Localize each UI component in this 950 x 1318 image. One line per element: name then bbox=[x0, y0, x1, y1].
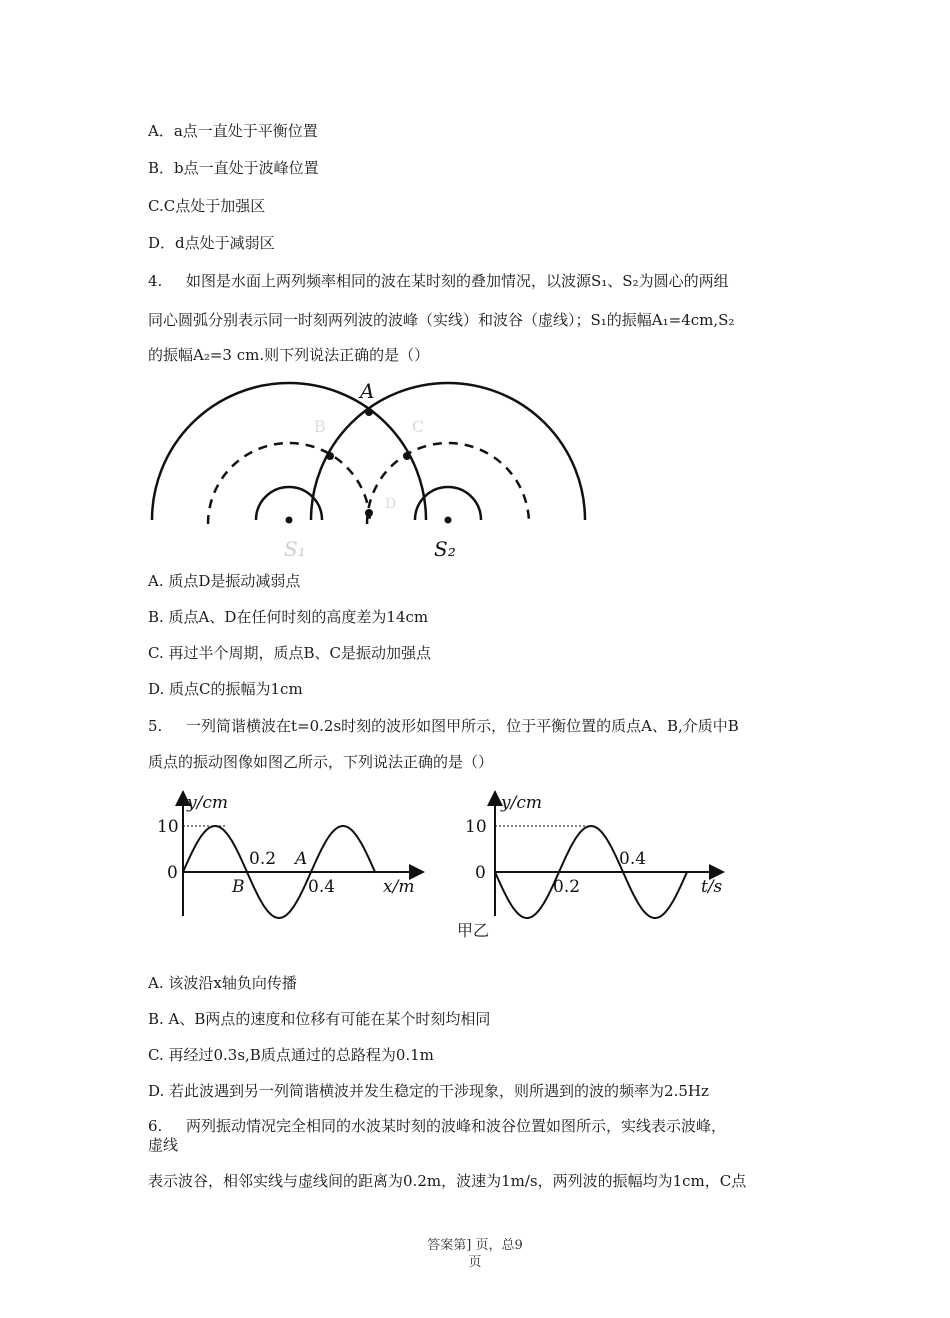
q4-text-1: 如图是水面上两列频率相同的波在某时刻的叠加情况，以波源S₁、S₂为圆心的两组 bbox=[186, 272, 729, 290]
label-s1: S₁ bbox=[284, 537, 306, 561]
right-origin: 0 bbox=[475, 863, 486, 883]
q4-option-a: A. 质点D是振动减弱点 bbox=[148, 572, 301, 590]
left-tick-04: 0.4 bbox=[308, 877, 336, 897]
label-c: C bbox=[412, 417, 425, 436]
q4-number: 4. bbox=[148, 272, 163, 290]
q5-vibration-graph bbox=[455, 788, 735, 928]
q4-stem-line1 bbox=[148, 271, 729, 291]
q5-figure-caption: 甲乙 bbox=[457, 921, 490, 940]
q3-option-c: C.C点处于加强区 bbox=[148, 197, 266, 215]
right-y-10: 10 bbox=[465, 817, 487, 837]
q6-stem-line1 bbox=[148, 1116, 726, 1136]
left-point-a: A bbox=[295, 849, 308, 869]
right-y-label: y/cm bbox=[501, 793, 542, 813]
q4-option-b: B. 质点A、D在任何时刻的高度差为14cm bbox=[148, 608, 429, 626]
left-y-10: 10 bbox=[157, 817, 179, 837]
q6-stem-line2: 表示波谷，相邻实线与虚线间的距离为0.2m，波速为1m/s，两列波的振幅均为1cm，C点 bbox=[148, 1172, 747, 1190]
q4-stem-line3: 的振幅A₂=3 cm.则下列说法正确的是（） bbox=[148, 346, 430, 364]
q4-option-c: C. 再过半个周期，质点B、C是振动加强点 bbox=[148, 644, 431, 662]
q5-number: 5. bbox=[148, 717, 163, 735]
q5-option-b: B. A、B两点的速度和位移有可能在某个时刻均相同 bbox=[148, 1010, 491, 1028]
left-y-label: y/cm bbox=[187, 793, 228, 813]
label-s2: S₂ bbox=[434, 537, 456, 561]
label-d: D bbox=[385, 496, 397, 512]
s1-source-dot bbox=[286, 517, 293, 524]
q5-option-d: D. 若此波遇到另一列简谐横波并发生稳定的干涉现象，则所遇到的波的频率为2.5Hz bbox=[148, 1082, 709, 1100]
footer-page-line2: 页 bbox=[468, 1255, 482, 1270]
footer-page-line1: 答案第] 页，总9 bbox=[427, 1238, 523, 1253]
point-d-dot bbox=[365, 509, 373, 517]
right-tick-04: 0.4 bbox=[619, 849, 647, 869]
s2-crest-arc-large bbox=[311, 383, 585, 520]
q5-wave-graph bbox=[155, 788, 435, 928]
q5-option-c: C. 再经过0.3s,B质点通过的总路程为0.1m bbox=[148, 1046, 434, 1064]
left-origin: 0 bbox=[167, 863, 178, 883]
left-x-label: x/m bbox=[383, 877, 415, 897]
q5-text-1: 一列简谐横波在t=0.2s时刻的波形如图甲所示，位于平衡位置的质点A、B,介质中B bbox=[186, 717, 739, 735]
q3-option-b: B．b点一直处于波峰位置 bbox=[148, 159, 319, 177]
q6-stem-line1b: 虚线 bbox=[148, 1136, 179, 1154]
left-tick-02: 0.2 bbox=[249, 849, 277, 869]
q5-stem-line1 bbox=[148, 716, 739, 736]
q5-option-a: A. 该波沿x轴负向传播 bbox=[148, 974, 297, 992]
left-point-b: B bbox=[232, 877, 245, 897]
label-b: B bbox=[314, 417, 326, 436]
s1-trough-arc bbox=[208, 443, 370, 524]
point-a-dot bbox=[365, 408, 373, 416]
q6-number: 6. bbox=[148, 1117, 163, 1135]
q4-stem-line2: 同心圆弧分别表示同一时刻两列波的波峰（实线）和波谷（虚线）；S₁的振幅A₁=4cm,S₂ bbox=[148, 311, 735, 329]
s2-source-dot bbox=[445, 517, 452, 524]
point-b-dot bbox=[326, 452, 334, 460]
label-a: A bbox=[360, 379, 375, 403]
q3-option-a: A．a点一直处于平衡位置 bbox=[148, 122, 318, 140]
point-c-dot bbox=[403, 452, 411, 460]
right-x-label: t/s bbox=[701, 877, 723, 897]
q4-wave-figure bbox=[140, 372, 600, 564]
q4-option-d: D. 质点C的振幅为1cm bbox=[148, 680, 303, 698]
q5-stem-line2: 质点的振动图像如图乙所示，下列说法正确的是（） bbox=[148, 753, 494, 771]
q3-option-d: D．d点处于减弱区 bbox=[148, 234, 275, 252]
q6-text-1: 两列振动情况完全相同的水波某时刻的波峰和波谷位置如图所示，实线表示波峰， bbox=[186, 1117, 727, 1135]
right-tick-02: 0.2 bbox=[553, 877, 581, 897]
